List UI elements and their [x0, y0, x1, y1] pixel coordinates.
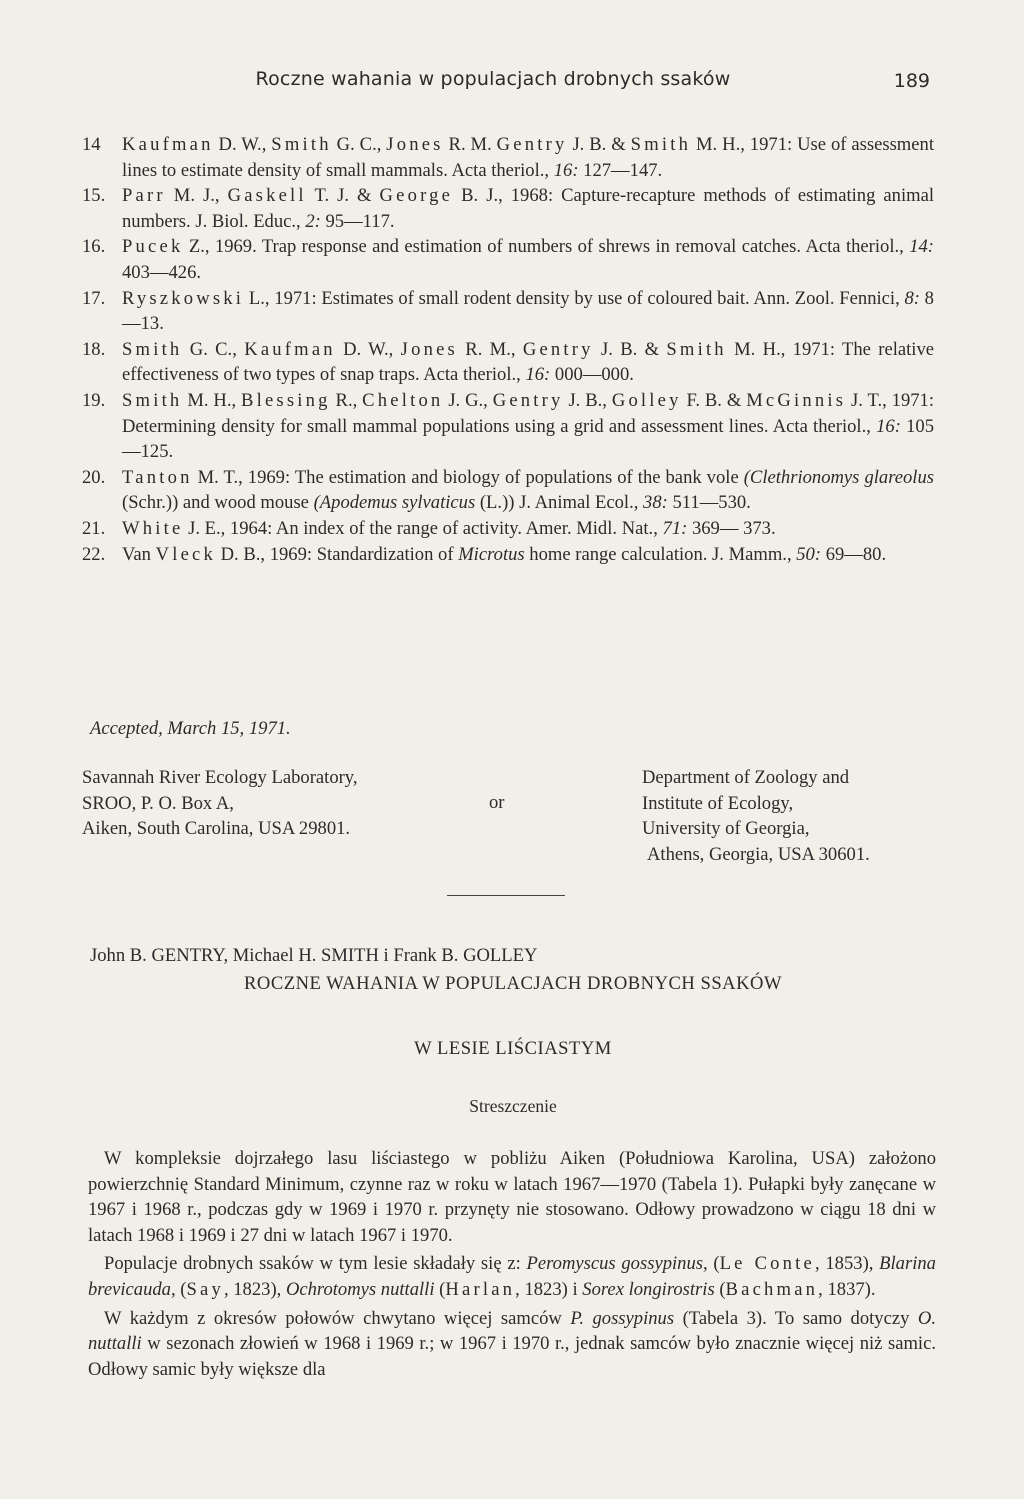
italic-text: P. gossypinus	[570, 1307, 675, 1329]
reference-list	[82, 132, 934, 567]
text-run: 105—125.	[122, 415, 934, 463]
text-run: , 1823) i	[515, 1278, 583, 1300]
summary-paragraph	[88, 1251, 936, 1302]
summary-title-line2: W LESIE LIŚCIASTYM	[414, 1038, 612, 1059]
spaced-author-name: Say	[186, 1278, 224, 1300]
reference-text	[122, 516, 934, 542]
text-run: home range calculation. J. Mamm.,	[524, 543, 797, 565]
spaced-author-name: Gentry	[492, 389, 564, 411]
italic-text: 16:	[525, 364, 551, 386]
italic-text: O. nuttalli	[88, 1307, 936, 1355]
text-run: R. M.,	[457, 338, 523, 360]
reference-text	[122, 388, 934, 465]
text-run: D. B., 1969: Standardization of	[215, 543, 459, 565]
italic-text: 8:	[904, 287, 920, 309]
text-run: (	[707, 1253, 720, 1275]
address-line: Institute of Ecology,	[642, 792, 794, 814]
spaced-author-name: McGinnis	[746, 389, 847, 411]
summary-title-line1: ROCZNE WAHANIA W POPULACJACH DROBNYCH SSAKÓW	[243, 973, 783, 994]
spaced-author-name: Tanton	[122, 466, 193, 488]
reference-text	[122, 542, 934, 568]
spaced-author-name: Parr	[122, 185, 166, 207]
spaced-author-name: Smith	[271, 134, 332, 155]
italic-text: 14:	[909, 236, 934, 258]
text-run: (	[434, 1278, 446, 1300]
text-run: (L.)) J. Animal Ecol.,	[475, 492, 644, 514]
spaced-author-name: Gaskell	[227, 185, 307, 207]
italic-text: Microtus	[458, 543, 525, 565]
spaced-author-name: Harlan	[445, 1278, 516, 1300]
spaced-author-name: Smith	[630, 134, 692, 155]
italic-text: (Apodemus sylvaticus	[313, 492, 476, 514]
text-run: w sezonach złowień w 1968 i 1969 r.; w 1967 i 1970 r., jednak samców było znacznie więcej niż samic. Odłowy samic były większe dla	[88, 1333, 936, 1380]
reference-item	[82, 286, 934, 337]
reference-number: 18.	[82, 338, 106, 360]
text-run: 511—530.	[667, 492, 751, 514]
summary-label: Streszczenie	[469, 1096, 557, 1116]
text-run: Z., 1969. Trap response and estimation of numbers of shrews in removal catches. Acta theriol.,	[183, 236, 910, 258]
text-run: Populacje drobnych ssaków w tym lesie składały się z:	[104, 1253, 527, 1275]
spaced-author-name: Smith	[122, 389, 183, 411]
spaced-author-name: Smith	[666, 338, 727, 360]
text-run: T. J. &	[306, 185, 380, 207]
spaced-author-name: Chelton	[362, 389, 444, 411]
section-divider	[447, 895, 565, 896]
italic-text: 16:	[876, 415, 901, 437]
text-run: R. M.	[443, 134, 497, 155]
spaced-author-name: Pucek	[122, 236, 184, 258]
text-run: 69—80.	[821, 543, 887, 565]
reference-item	[82, 132, 934, 183]
text-run: J. G.,	[443, 389, 493, 411]
address-line: Athens, Georgia, USA 30601.	[647, 843, 870, 865]
italic-text: Blarina brevicauda,	[88, 1253, 936, 1300]
text-run: (Schr.)) and wood mouse	[122, 492, 314, 514]
text-run: G. C.,	[331, 134, 387, 155]
text-run: M. H.,	[182, 389, 242, 411]
spaced-author-name: Ryszkowski	[122, 287, 245, 309]
text-run: (	[714, 1278, 726, 1300]
reference-number: 14	[82, 134, 101, 155]
text-run: M. H., 1971: Use of assessment lines to estimate density of small mammals. Acta theriol.,	[122, 134, 934, 181]
spaced-author-name: Bachman	[725, 1278, 819, 1300]
italic-text: 50:	[796, 543, 822, 565]
running-head	[118, 66, 930, 96]
reference-number: 22.	[82, 543, 106, 565]
text-run: B. J., 1968: Capture-recapture methods of estimating animal numbers. J. Biol. Educ.,	[122, 185, 934, 232]
spaced-author-name: Le Conte	[719, 1253, 815, 1275]
reference-item	[82, 234, 934, 285]
spaced-author-name: Jones	[400, 338, 458, 360]
text-run: G. C.,	[182, 338, 245, 360]
text-run: D. W.,	[213, 134, 272, 155]
spaced-author-name: Kaufman	[122, 134, 214, 155]
text-run: 95—117.	[320, 210, 395, 232]
text-run: J. T., 1971: Determining density for small mammal populations using a grid and assessment lines. Acta theriol.,	[122, 389, 935, 437]
text-run: 403—426.	[122, 261, 202, 283]
summary-authors: John B. GENTRY, Michael H. SMITH i Frank B. GOLLEY	[90, 945, 538, 966]
spaced-author-name: George	[379, 185, 454, 207]
italic-text: 71:	[662, 517, 688, 539]
text-run: F. B. &	[681, 389, 747, 411]
text-run: (	[175, 1278, 187, 1300]
spaced-author-name: Vleck	[155, 543, 216, 565]
address-savannah-river	[82, 765, 358, 842]
summary-paragraph	[88, 1306, 936, 1383]
reference-number: 21.	[82, 517, 106, 539]
spaced-author-name: White	[122, 517, 184, 539]
reference-item	[82, 542, 934, 568]
italic-text: Ochrotomys nuttalli	[285, 1278, 435, 1300]
text-run: L., 1971: Estimates of small rodent density by use of coloured bait. Ann. Zool. Fennici,	[244, 287, 905, 309]
reference-item	[82, 337, 934, 388]
reference-text	[122, 183, 934, 234]
reference-item	[82, 516, 934, 542]
address-or: or	[489, 792, 505, 813]
reference-text	[122, 337, 934, 388]
text-run: W każdym z okresów połowów chwytano więcej samców	[104, 1307, 571, 1329]
reference-number: 20.	[82, 466, 106, 488]
reference-text	[122, 234, 934, 285]
text-run: 000—000.	[550, 364, 634, 386]
italic-text: (Clethrionomys glareolus	[743, 466, 934, 488]
spaced-author-name: Gentry	[496, 134, 568, 155]
reference-text	[122, 132, 934, 183]
text-run: 8—13.	[122, 287, 934, 335]
spaced-author-name: Golley	[611, 389, 682, 411]
reference-number: 19.	[82, 389, 106, 411]
reference-text	[122, 465, 934, 516]
summary-paragraph	[88, 1146, 936, 1248]
text-run: , 1837).	[818, 1278, 876, 1300]
text-run: J. B.,	[563, 389, 612, 411]
reference-item	[82, 465, 934, 516]
spaced-author-name: Kaufman	[244, 338, 336, 360]
text-run: (Tabela 3). To samo dotyczy	[674, 1307, 918, 1329]
text-run: M. J.,	[165, 185, 228, 207]
text-run: D. W.,	[335, 338, 401, 360]
text-run: 127—147.	[578, 159, 663, 181]
spaced-author-name: Gentry	[522, 338, 594, 360]
summary-body	[88, 1146, 936, 1385]
italic-text: Sorex longirostris	[582, 1278, 715, 1300]
italic-text: Peromyscus gossypinus,	[526, 1253, 708, 1275]
text-run: M. H., 1971: The relative effectiveness of two types of snap traps. Acta theriol.,	[122, 338, 935, 386]
text-run: Van	[122, 543, 156, 565]
address-line: SROO, P. O. Box A,	[82, 792, 234, 814]
reference-number: 16.	[82, 236, 106, 258]
reference-item	[82, 388, 934, 465]
text-run: , 1853),	[814, 1253, 880, 1275]
address-line: Savannah River Ecology Laboratory,	[82, 767, 358, 788]
accepted-date: Accepted, March 15, 1971.	[90, 718, 291, 739]
spaced-author-name: Jones	[386, 134, 444, 155]
spaced-author-name: Blessing	[241, 389, 331, 411]
address-university-georgia	[642, 765, 870, 867]
text-run: , 1823),	[223, 1278, 286, 1300]
address-line: Aiken, South Carolina, USA 29801.	[82, 818, 351, 840]
text-run: W kompleksie dojrzałego lasu liściastego w pobliżu Aiken (Południowa Karolina, USA) założono powierzchnię Standard Minimum, czynne raz w roku w latach 1967—1970 (Tabela 1). Pułapki były zanęcane w 1967 i 1968 r., podczas gdy w 1969 i 1970 r. przynęty nie stosowano. Odłowy prowadzono w ciągu 18 dni w latach 1968 i 1969 i 27 dni w latach 1967 i 1970.	[88, 1148, 936, 1246]
page-number: 189	[893, 70, 930, 92]
italic-text: 2:	[305, 210, 321, 232]
spaced-author-name: Smith	[122, 338, 183, 360]
address-line: Department of Zoology and	[642, 767, 850, 788]
reference-number: 17.	[82, 287, 106, 309]
text-run: J. B. &	[567, 134, 631, 155]
text-run: J. B. &	[593, 338, 667, 360]
italic-text: 16:	[553, 159, 579, 181]
address-line: University of Georgia,	[642, 818, 810, 840]
reference-number: 15.	[82, 185, 106, 207]
text-run: M. T., 1969: The estimation and biology of populations of the bank vole	[192, 466, 744, 488]
text-run: R.,	[330, 389, 363, 411]
running-title: Roczne wahania w populacjach drobnych ssaków	[255, 68, 731, 90]
italic-text: 38:	[643, 492, 668, 514]
reference-item	[82, 183, 934, 234]
text-run: J. E., 1964: An index of the range of activity. Amer. Midl. Nat.,	[183, 517, 663, 539]
text-run: 369— 373.	[687, 517, 776, 539]
reference-text	[122, 286, 934, 337]
